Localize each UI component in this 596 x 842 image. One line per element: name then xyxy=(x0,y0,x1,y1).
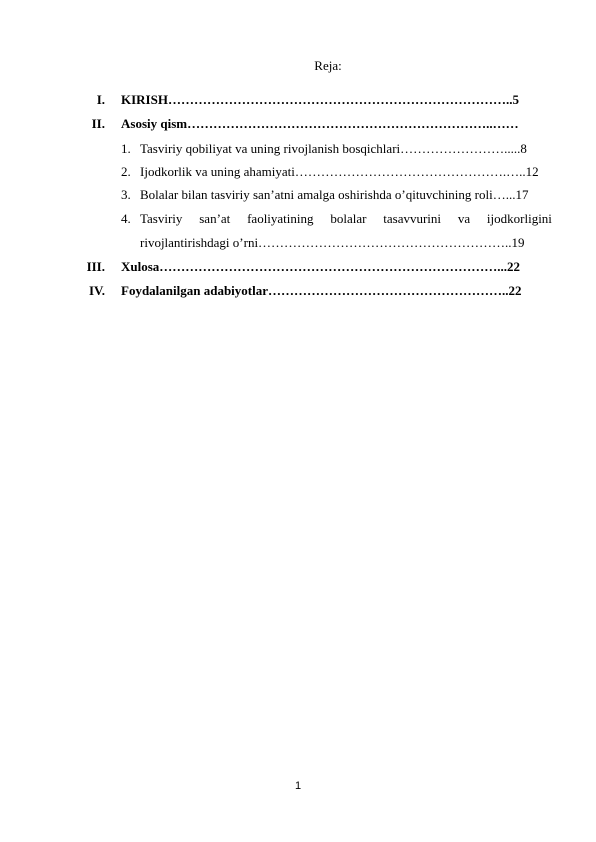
toc-subentry-4-line1 xyxy=(140,211,552,227)
section-number-1: I. xyxy=(96,92,105,107)
toc-subentry-4-line2: rivojlantirishdagi o’rni…………………………………………………..19 xyxy=(140,235,525,250)
toc-entry-asosiy-qism: Asosiy qism……………………………………………………………..…… xyxy=(121,116,519,131)
subitem-number-2: 2. xyxy=(121,164,131,179)
toc-entry-xulosa: Xulosa……………………………………………………………………...22 xyxy=(121,259,521,274)
page-number: 1 xyxy=(294,780,302,792)
word: Tasviriy xyxy=(140,211,183,226)
word: ijodkorligini xyxy=(486,211,552,226)
word: va xyxy=(457,211,471,226)
toc-entry-kirish: KIRISH……………………………………………………………………..5 xyxy=(121,92,519,107)
section-number-4: IV. xyxy=(88,283,105,298)
section-number-2: II. xyxy=(91,116,105,131)
subitem-number-4: 4. xyxy=(121,211,131,226)
subitem-number-3: 3. xyxy=(121,187,131,202)
word: san’at xyxy=(199,211,231,226)
word: faoliyatining xyxy=(247,211,314,226)
word: bolalar xyxy=(330,211,367,226)
section-number-3: III. xyxy=(86,259,105,274)
toc-subentry-3: Bolalar bilan tasviriy san’atni amalga oshirishda o’qituvchining roli…...17 xyxy=(140,187,529,202)
subitem-number-1: 1. xyxy=(121,141,131,156)
toc-entry-foydalanilgan-adabiyotlar: Foydalanilgan adabiyotlar………………………………………………..22 xyxy=(121,283,522,298)
word: tasavvurini xyxy=(383,211,442,226)
toc-title: Reja: xyxy=(314,58,342,73)
toc-subentry-2: Ijodkorlik va uning ahamiyati………………………………………….…..12 xyxy=(140,164,539,179)
toc-subentry-1: Tasviriy qobiliyat va uning rivojlanish bosqichlari…………………….....8 xyxy=(140,141,527,156)
